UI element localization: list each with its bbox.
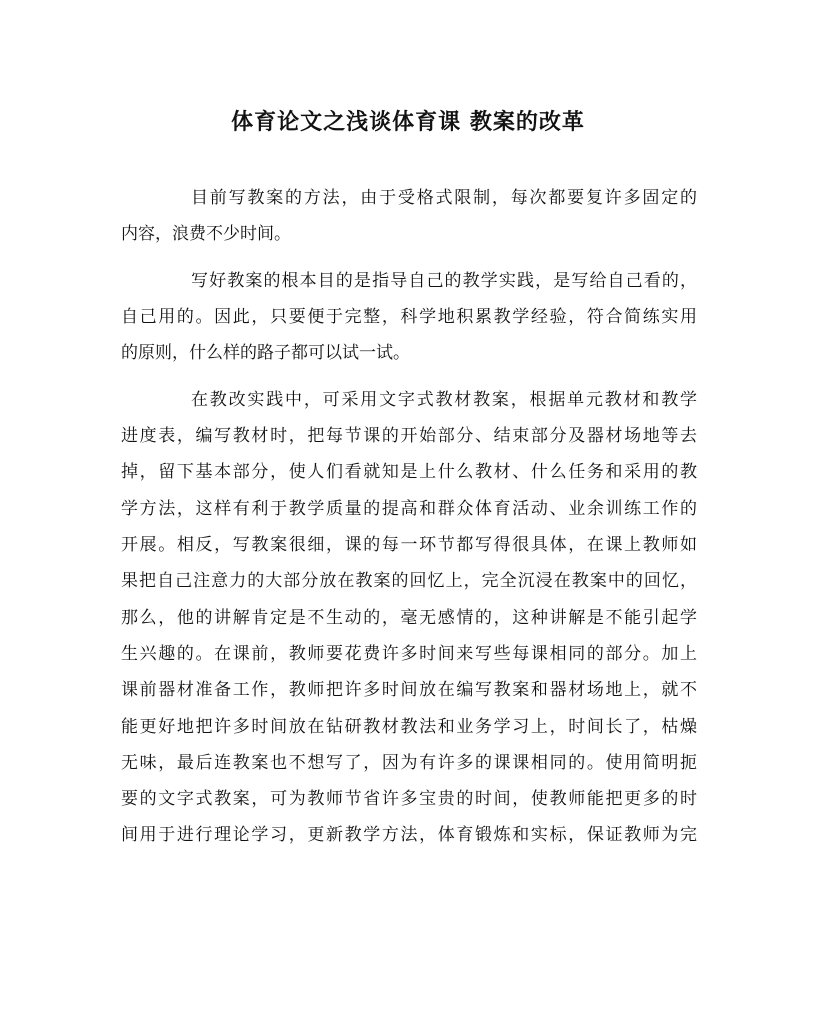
paragraph-3-line-8: 生兴趣的。在课前，教师要花费许多时间来写些每课相同的部分。加上 (121, 643, 697, 664)
document-body (121, 180, 697, 854)
paragraph-2-line-2: 自己用的。因此，只要便于完整，科学地积累教学经验，符合简练实用 (121, 307, 697, 328)
paragraph-3-line-11: 无味，最后连教案也不想写了，因为有许多的课课相同的。使用简明扼 (121, 752, 697, 773)
paragraph-1-line-2: 内容，浪费不少时间。 (121, 224, 291, 245)
paragraph-3-line-10: 能更好地把许多时间放在钻研教材教法和业务学习上，时间长了，枯燥 (121, 716, 697, 737)
paragraph-2-line-3: 的原则，什么样的路子都可以试一试。 (121, 343, 410, 364)
paragraph-3-line-6: 果把自己注意力的大部分放在教案的回忆上，完全沉浸在教案中的回忆， (121, 571, 697, 592)
paragraph-3-line-5: 开展。相反，写教案很细，课的每一环节都写得很具体，在课上教师如 (121, 535, 697, 556)
paragraph-3-line-2: 进度表，编写教材时，把每节课的开始部分、结束部分及器材场地等去 (121, 426, 697, 447)
paragraph-3-line-3: 掉，留下基本部分，使人们看就知是上什么教材、什么任务和采用的教 (121, 462, 697, 483)
paragraph-1-line-1: 目前写教案的方法，由于受格式限制，每次都要复许多固定的 (191, 188, 697, 208)
paragraph-3-line-1: 在教改实践中，可采用文字式教材教案，根据单元教材和教学 (191, 389, 697, 410)
paragraph-3-line-12: 要的文字式教案，可为教师节省许多宝贵的时间，使教师能把更多的时 (121, 789, 697, 810)
document-title: 体育论文之浅谈体育课 教案的改革 (231, 109, 585, 135)
paragraph-2-line-1: 写好教案的根本目的是指导自己的教学实践，是写给自己看的， (191, 270, 697, 291)
paragraph-3-line-9: 课前器材准备工作，教师把许多时间放在编写教案和器材场地上，就不 (121, 680, 697, 701)
paragraph-3-line-13: 间用于进行理论学习，更新教学方法，体育锻炼和实标，保证教师为完 (121, 825, 697, 846)
paragraph-3-line-4: 学方法，这样有利于教学质量的提高和群众体育活动、业余训练工作的 (121, 498, 697, 519)
paragraph-3-line-7: 那么，他的讲解肯定是不生动的，毫无感情的，这种讲解是不能引起学 (121, 607, 697, 628)
